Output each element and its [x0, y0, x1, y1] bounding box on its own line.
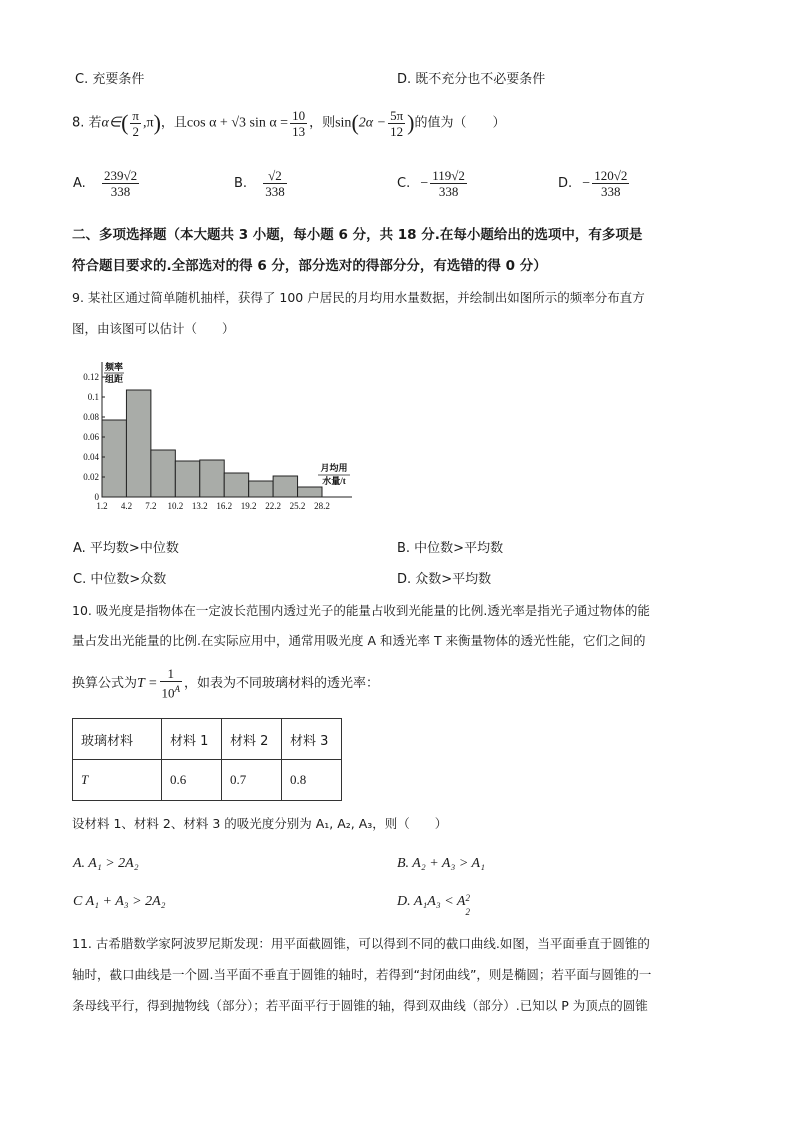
y-tick-label: 0.02: [83, 472, 99, 482]
x-tick-label: 19.2: [240, 501, 257, 511]
table-row: [73, 719, 342, 760]
table-cell: 0.8: [282, 760, 342, 801]
q10-after-table: 设材料 1、材料 2、材料 3 的吸光度分别为 A₁, A₂, A₃，则（ ）: [72, 816, 448, 831]
glass-transmittance-table: [72, 718, 342, 801]
x-tick-label: 13.2: [191, 501, 208, 511]
y-tick-label: 0.04: [83, 452, 99, 462]
histogram-bar: [200, 460, 224, 497]
q8-then: ，则: [309, 115, 336, 131]
table-cell: 0.6: [162, 760, 222, 801]
q8-option-c: C. − $\frac{119√2}{338}$: [397, 168, 465, 199]
x-tick-label: 1.2: [96, 501, 108, 511]
histogram-bar: [151, 450, 175, 497]
q8-paren-left: (: [121, 110, 129, 135]
x-tick-label: 10.2: [167, 501, 184, 511]
table-cell: 0.7: [222, 760, 282, 801]
q10-option-c: C A₁ + A₃ > 2A₂: [73, 894, 166, 909]
q9-option-c: C. 中位数>众数: [73, 572, 167, 587]
x-tick-label: 25.2: [289, 501, 306, 511]
x-tick-label: 22.2: [265, 501, 281, 511]
table-cell: 材料 3: [282, 719, 342, 760]
q8-interval-frac: $\frac{\pi}{2}$: [132, 107, 139, 139]
q8-prefix: 8. 若: [72, 115, 102, 131]
q8-eq-frac: $\frac{10}{13}$: [292, 107, 306, 139]
x-tick-label: 16.2: [216, 501, 233, 511]
histogram-bar: [298, 487, 322, 497]
x-axis-label-bottom: 水量/t: [322, 476, 346, 486]
q8-interval-tail: ,π: [143, 115, 154, 131]
section2-line1: 二、多项选择题（本大题共 3 小题，每小题 6 分，共 18 分.在每小题给出的选项中，有多项是: [72, 227, 643, 243]
q8-tail: 的值为（ ）: [414, 115, 506, 131]
table-cell: 玻璃材料: [73, 719, 162, 760]
y-tick-label: 0.08: [83, 412, 99, 422]
y-tick-label: 0.1: [87, 392, 99, 402]
table-cell: 材料 2: [222, 719, 282, 760]
histogram-bar: [175, 461, 199, 497]
table-row: [73, 760, 342, 801]
q9-line1: 9. 某社区通过简单随机抽样，获得了 100 户居民的月均用水量数据，并绘制出如图所示的频率分布直方: [72, 290, 645, 305]
x-tick-label: 28.2: [314, 501, 330, 511]
q8-paren-right: ): [153, 110, 161, 135]
q10-formula: 换算公式为T = $\frac{1}{10^A}$ ，如表为不同玻璃材料的透光率：: [72, 666, 380, 701]
q8-cond: α∈: [101, 115, 122, 131]
q11-line2: 轴时，截口曲线是一个圆.当平面不垂直于圆锥的轴时，若得到“封闭曲线”，则是椭圆；若平面与圆锥的一: [72, 967, 652, 982]
q8-eq-left: cos α + √3 sin α =: [186, 115, 289, 131]
q8-paren2-left: (: [351, 110, 359, 135]
y-tick-label: 0.06: [83, 432, 99, 442]
histogram-bar: [273, 476, 297, 497]
y-tick-label: 0: [94, 492, 99, 502]
q8-sin: sin: [335, 115, 352, 131]
section2-line2: 符合题目要求的.全部选对的得 6 分，部分选对的得部分分，有选错的得 0 分）: [72, 258, 547, 274]
q9-option-d: D. 众数>平均数: [397, 572, 492, 587]
q8-option-a: A. $\frac{239√2}{338}$: [73, 168, 138, 199]
x-tick-label: 7.2: [145, 501, 157, 511]
q9-option-a: A. 平均数>中位数: [73, 541, 179, 556]
x-tick-label: 4.2: [120, 501, 133, 511]
q10-option-d: D. A₁A₃ < A 2 2: [397, 893, 470, 917]
histogram-bar: [126, 390, 150, 497]
histogram-bar: [224, 473, 248, 497]
y-axis-label-top: 频率: [104, 362, 124, 372]
q7-option-d: D. 既不充分也不必要条件: [397, 72, 546, 87]
q8-inner: 2α −: [358, 115, 387, 131]
x-axis-label-top: 月均用: [320, 463, 348, 473]
q7-option-c: C. 充要条件: [75, 72, 145, 87]
histogram-bar: [249, 481, 273, 497]
q9-option-b: B. 中位数>平均数: [397, 541, 504, 556]
q11-line3: 条母线平行，得到抛物线（部分）；若平面平行于圆锥的轴，得到双曲线（部分）.已知以 P 为顶点的圆锥: [72, 998, 648, 1013]
q10-line2: 量占发出光能量的比例.在实际应用中，通常用吸光度 A 和透光率 T 来衡量物体的透光性能，它们之间的: [72, 633, 646, 648]
frequency-histogram: [70, 348, 370, 518]
table-cell: 材料 1: [162, 719, 222, 760]
q9-line2: 图，由该图可以估计（ ）: [72, 321, 235, 336]
histogram-bar: [102, 420, 126, 497]
q10-option-a: A. A₁ > 2A₂: [73, 856, 139, 871]
q8-option-b: B. $\frac{√2}{338}$: [234, 168, 285, 199]
q11-line1: 11. 古希腊数学家阿波罗尼斯发现：用平面截圆锥，可以得到不同的截口曲线.如图，当平面垂直于圆锥的: [72, 936, 650, 951]
q8-option-d: D. − $\frac{120√2}{338}$: [558, 168, 628, 199]
q8-paren2-right: ): [407, 110, 415, 135]
y-tick-label: 0.12: [83, 372, 99, 382]
q8-stem: [72, 103, 505, 143]
q10-line1: 10. 吸光度是指物体在一定波长范围内透过光子的能量占收到光能量的比例.透光率是指光子通过物体的能: [72, 603, 650, 618]
table-cell: T: [73, 760, 162, 801]
y-axis-label-bottom: 组距: [104, 374, 124, 384]
q8-inner-frac: $\frac{5\pi}{12}$: [390, 107, 404, 139]
q8-mid: ，且: [160, 115, 187, 131]
q10-option-b: B. A₂ + A₃ > A₁: [397, 856, 485, 871]
